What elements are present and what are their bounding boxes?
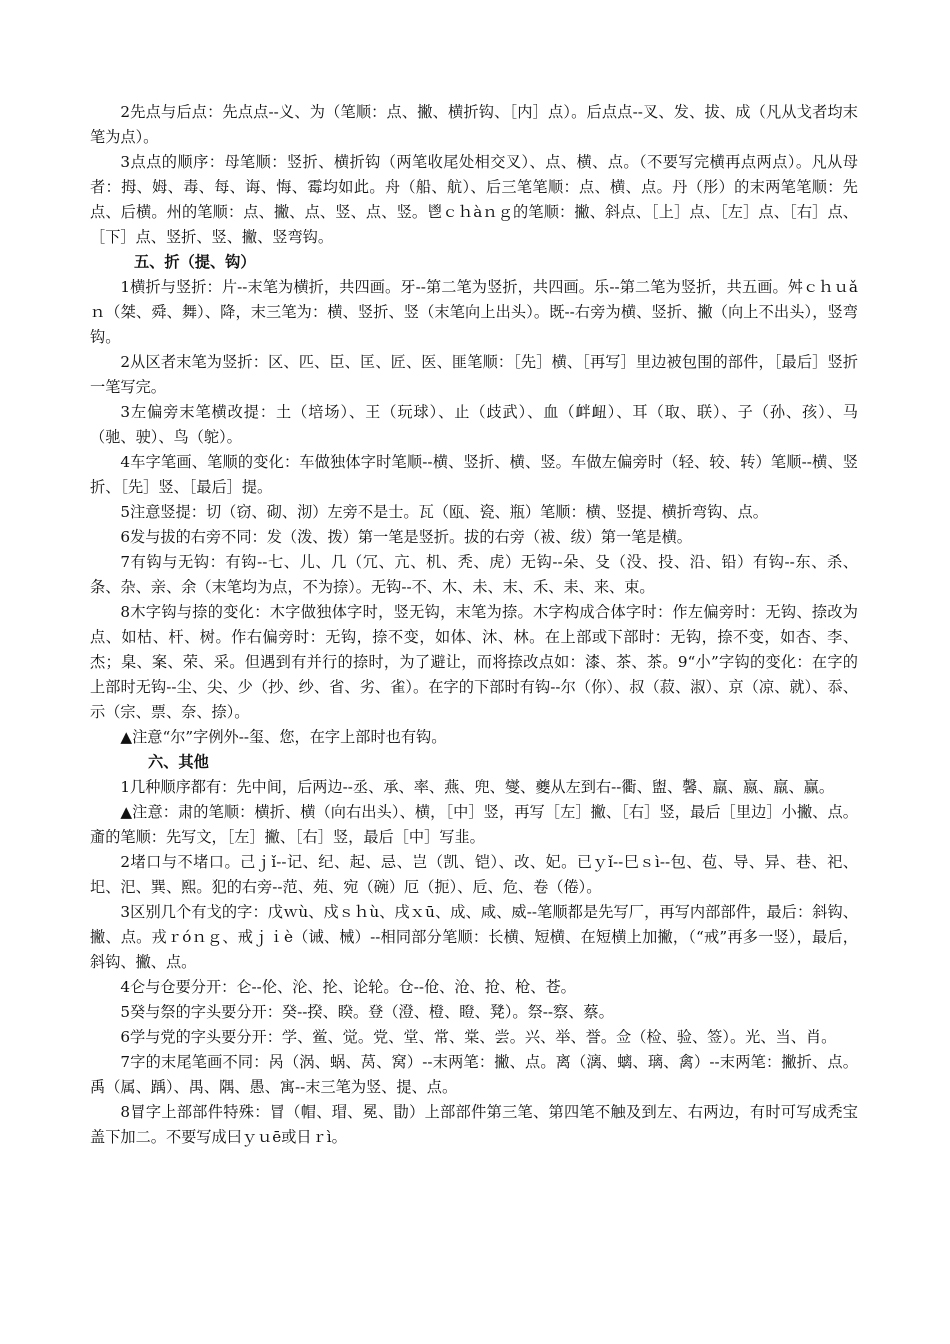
paragraph: 4车字笔画、笔顺的变化：车做独体字时笔顺--横、竖折、横、竖。车做左偏旁时（轻、较、转）笔顺--横、竖折、［先］竖、［最后］提。 <box>90 453 858 496</box>
note-paragraph: ▲注意“尔”字例外--玺、您，在字上部时也有钩。 <box>120 728 447 746</box>
paragraph: 8冒字上部部件特殊：冒（帽、瑁、冕、勖）上部部件第三笔、第四笔不触及到左、右两边，有时可写成秃宝盖下加二。不要写成曰ｙｕē或日ｒì。 <box>90 1103 858 1146</box>
note-paragraph: ▲注意：肃的笔顺：横折、横（向右出头）、横，［中］竖，再写［左］撇、［右］竖，最后［里边］小撇、点。齑的笔顺：先写文，［左］撇、［右］竖，最后［中］写韭。 <box>90 803 858 846</box>
paragraph: 2堵口与不堵口。己ｊǐ--记、纪、起、忌、岂（凯、铠）、改、妃。已ｙǐ--巳ｓì--包、苞、导、异、巷、祀、圯、汜、巽、熙。犯的右旁--范、苑、宛（碗）厄（扼）、卮、危、卷（倦）。 <box>90 853 858 896</box>
paragraph: 6发与拔的右旁不同：发（泼、拨）第一笔是竖折。拔的右旁（袚、绂）第一笔是横。 <box>120 528 692 546</box>
paragraph: 3点点的顺序：母笔顺：竖折、横折钩（两笔收尾处相交叉）、点、横、点。（不要写完横再点两点）。凡从母者：拇、姆、毒、每、诲、悔、霉均如此。舟（船、航）、后三笔笔顺：点、横、点。丹（彤）的末两笔笔顺：先点、后横。州的笔顺：点、撇、点、竖、点、竖。鬯ｃｈàｎｇ的笔顺：撇、斜点、［上］点、［左］点、［右］点、［下］点、竖折、竖、撇、竖弯钩。 <box>90 153 858 246</box>
paragraph: 5注意竖提：切（窃、砌、沏）左旁不是士。瓦（瓯、瓷、瓶）笔顺：横、竖提、横折弯钩、点。 <box>120 503 768 521</box>
section-heading-5: 五、折（提、钩） <box>134 253 256 271</box>
paragraph: 7有钩与无钩：有钩--七、儿、几（冗、亢、机、秃、虎）无钩--朵、殳（没、投、沿、铅）有钩--东、杀、条、杂、亲、余（末笔均为点，不为捺）。无钩--不、木、未、末、禾、耒、来、束。 <box>90 553 858 596</box>
paragraph: 7字的末尾笔画不同：呙（涡、蜗、莴、窝）--末两笔：撇、点。离（漓、螭、璃、禽）--末两笔：撇折、点。禹（属、踽）、禺、隅、愚、寓--末三笔为竖、提、点。 <box>90 1053 858 1096</box>
paragraph: 4仑与仓要分开：仑--伦、沦、抡、论轮。仓--伧、沧、抢、枪、苍。 <box>120 978 576 996</box>
paragraph: 3左偏旁末笔横改提：土（培场）、王（玩球）、止（歧武）、血（衅衄）、耳（取、联）、子（孙、孩）、马（驰、驶）、鸟（鸵）。 <box>90 403 858 446</box>
paragraph: 5癸与祭的字头要分开：癸--揆、睽。登（澄、橙、瞪、凳）。祭--察、蔡。 <box>120 1003 614 1021</box>
paragraph: 2先点与后点：先点点--义、为（笔顺：点、撇、横折钩、［内］点）。后点点--叉、发、拔、成（凡从戈者均末笔为点）。 <box>90 103 858 146</box>
paragraph: 3区别几个有戈的字：戊ｗù、戍ｓｈù、戌ｘū、成、咸、威--笔顺都是先写厂，再写内部部件，最后：斜钩、撇、点。戎ｒóｎｇ、戒ｊｉè（诫、械）--相同部分笔顺：长横、短横、在短横上加撇，（“戒”再多一竖），最后，斜钩、撇、点。 <box>90 903 858 971</box>
document-page <box>90 100 858 1150</box>
paragraph: 2从区者末笔为竖折：区、匹、臣、匡、匠、医、匪笔顺：［先］横、［再写］里边被包围的部件，［最后］竖折一笔写完。 <box>90 353 858 396</box>
paragraph: 6学与党的字头要分开：学、鲎、觉。党、堂、常、棠、尝。兴、举、誉。佥（检、验、签）。光、当、肖。 <box>120 1028 837 1046</box>
paragraph: 1几种顺序都有：先中间，后两边--丞、承、率、燕、兜、燮、夔从左到右--衢、盥、馨、羸、嬴、羸、赢。 <box>120 778 835 796</box>
section-heading-6: 六、其他 <box>148 753 209 771</box>
paragraph: 8木字钩与捺的变化：木字做独体字时，竖无钩，末笔为捺。木字构成合体字时：作左偏旁时：无钩、捺改为点、如枯、杆、树。作右偏旁时：无钩，捺不变，如体、沐、林。在上部或下部时：无钩，捺不变，如杏、李、杰；臬、案、荣、采。但遇到有并行的捺时，为了避让，而将捺改点如：漆、茶、茶。9“小”字钩的变化：在字的上部时无钩--尘、尖、少（抄、纱、省、劣、雀）。在字的下部时有钩--尔（你）、叔（菽、淑）、京（凉、就）、忝、示（宗、票、奈、捺）。 <box>90 603 858 721</box>
paragraph: 1横折与竖折：片--末笔为横折，共四画。牙--第二笔为竖折，共四画。乐--第二笔为竖折，共五画。舛ｃｈｕǎｎ（桀、舜、舞）、降，末三笔为：横、竖折、竖（末笔向上出头）。既--右旁为横、竖折、撇（向上不出头），竖弯钩。 <box>90 278 858 346</box>
